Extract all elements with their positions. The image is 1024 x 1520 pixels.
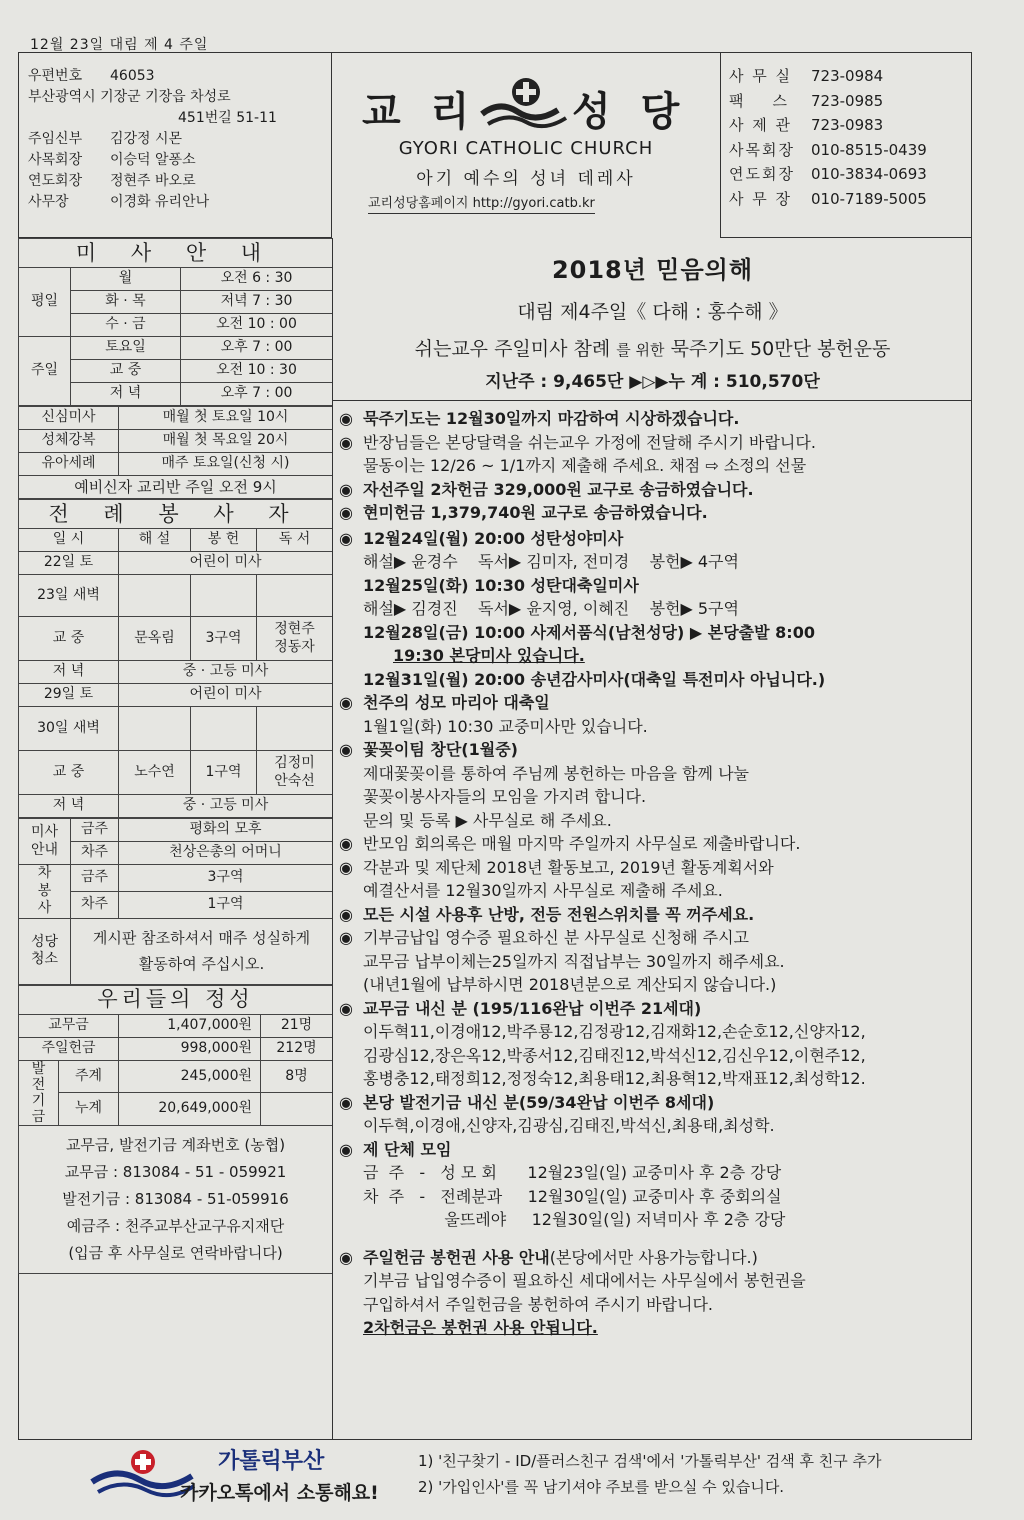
servers-title: 전 례 봉 사 자 — [19, 500, 333, 529]
servers-commentator: 문옥림 — [119, 617, 191, 661]
other-mass-value: 매월 첫 토요일 10시 — [119, 407, 333, 430]
mass-day: 교 중 — [71, 360, 181, 383]
bullet-icon — [339, 574, 363, 598]
other-mass-table — [18, 406, 333, 499]
servers-commentator: 노수연 — [119, 751, 191, 795]
mass-day: 월 — [71, 268, 181, 291]
bullet-icon: ◉ — [339, 432, 353, 452]
announcement-heading: 12월31일(월) 20:00 송년감사미사(대축일 특전미사 아닙니다.) — [363, 669, 826, 689]
announcement-item — [339, 431, 964, 478]
other-mass-value: 매월 첫 목요일 20시 — [119, 430, 333, 453]
announcement-item — [339, 1246, 964, 1340]
servers-header: 해 설 — [119, 529, 191, 552]
servers-note: 중 · 고등 미사 — [119, 661, 333, 684]
announcement-item — [339, 668, 964, 692]
mass-day: 수 · 금 — [71, 314, 181, 337]
other-mass-key: 성체강복 — [19, 430, 119, 453]
announcement-list — [333, 401, 972, 1340]
announcement-item — [339, 1138, 964, 1232]
announcement-line: 이두혁,이경애,신양자,김광심,김태진,박석신,최용태,최성학. — [363, 1116, 775, 1135]
announcement-line: 기부금 납입영수증이 필요하신 세대에서는 사무실에서 봉헌권을 — [363, 1271, 806, 1290]
account-line: 예금주 : 천주교부산교구유지재단 — [66, 1216, 285, 1235]
info-key: 연도회장 — [28, 173, 83, 189]
announcement-text: 각분과 및 제단체 2018년 활동보고, 2019년 활동계획서와 — [363, 857, 774, 877]
bullet-icon: ◉ — [339, 740, 353, 759]
dateline: 12월 23일 대림 제 4 주일 — [30, 37, 209, 53]
info-value: 46053 — [110, 68, 155, 84]
announcement-item — [339, 691, 964, 738]
servers-offering: 3구역 — [191, 617, 257, 661]
contact-label: 사 무 실 — [729, 67, 793, 85]
rosary-drive — [333, 334, 972, 361]
footer-note: 1) '친구찾기 - ID/플러스친구 검색'에서 '가톨릭부산' 검색 후 친구 추가 — [418, 1452, 882, 1470]
announcement-line: 교무금 납부이체는25일까지 직접납부는 30일까지 해주세요. — [363, 951, 785, 971]
contact-number: 723-0983 — [811, 116, 884, 134]
church-name-right: 성 당 — [572, 88, 688, 135]
other-mass-key: 유아세례 — [19, 453, 119, 476]
contact-number: 010-7189-5005 — [811, 189, 927, 208]
bullet-icon: ◉ — [339, 1092, 353, 1112]
announcement-item — [339, 478, 964, 502]
announcement-heading: 묵주기도는 12월30일까지 마감하여 시상하겠습니다. — [363, 409, 740, 428]
announcement-line: 물동이는 12/26 ~ 1/1까지 제출해 주세요. 채점 ⇨ 소정의 선물 — [363, 456, 807, 475]
bullet-icon: ◉ — [339, 503, 353, 522]
servers-note: 어린이 미사 — [119, 552, 333, 575]
account-line: 교무금, 발전기금 계좌번호 (농협) — [65, 1135, 286, 1154]
contact-number: 723-0984 — [811, 67, 884, 85]
announcement-item — [339, 856, 964, 903]
mass-day: 화 · 목 — [71, 291, 181, 314]
offering-amount: 1,407,000원 — [119, 1014, 261, 1037]
servers-header: 일 시 — [19, 529, 119, 552]
footer — [18, 1440, 972, 1510]
servers-header: 독 서 — [257, 529, 333, 552]
church-masthead — [332, 52, 720, 238]
fund-count: 8명 — [261, 1060, 333, 1093]
announcement-item — [339, 501, 964, 525]
announcement-line: 제대꽃꽂이를 통하여 주님께 봉헌하는 마음을 함께 나눌 — [363, 763, 750, 783]
servers-date: 23일 새벽 — [19, 575, 119, 617]
announcement-item — [339, 407, 964, 431]
week-label: 차주 — [71, 842, 119, 865]
week-label: 금주 — [71, 819, 119, 842]
announcement-heading: 교무금 내신 분 (195/116완납 이번주 21세대) — [363, 998, 702, 1018]
announcement-line: 홍병충12,태정희12,정정숙12,최용태12,최용혁12,박재표12,최성학12. — [363, 1069, 866, 1088]
announcement-emphasis: 2차헌금은 봉헌권 사용 안됩니다. — [363, 1318, 598, 1337]
announcement-item — [339, 997, 964, 1091]
fund-key: 주계 — [59, 1060, 119, 1093]
announcement-item — [339, 738, 964, 832]
bullet-icon: ◉ — [339, 857, 353, 877]
liturgical-week: 대림 제4주일《 다해 : 홍수해 》 — [517, 301, 788, 323]
duties-table — [18, 818, 333, 985]
servers-header: 봉 헌 — [191, 529, 257, 552]
fund-count — [261, 1093, 333, 1126]
fund-amount: 245,000원 — [119, 1060, 261, 1093]
announcement-line: 해설▶ 윤경수 독서▶ 김미자, 전미경 봉헌▶ 4구역 — [363, 552, 739, 571]
announcement-heading: 12월25일(화) 10:30 성탄대축일미사 — [363, 575, 639, 595]
info-key: 사무장 — [28, 194, 69, 210]
announcement-line: 문의 및 등록 ▶ 사무실로 해 주세요. — [363, 810, 612, 830]
bullet-icon: ◉ — [339, 409, 353, 428]
other-mass-value: 매주 토요일(신청 시) — [119, 453, 333, 476]
bullet-icon: ◉ — [339, 1139, 353, 1159]
sidebar — [18, 238, 332, 1274]
bullet-icon — [339, 644, 363, 668]
bullet-icon: ◉ — [339, 928, 353, 947]
announcement-line: 이두혁11,이경애12,박주룡12,김정광12,김재화12,손순호12,신양자12, — [363, 1022, 866, 1041]
car-service-value: 1구역 — [119, 891, 333, 918]
footer-note: 2) '가입인사'를 꼭 남기셔야 주보를 받으실 수 있습니다. — [418, 1478, 785, 1496]
main-announcements — [332, 238, 972, 1440]
announcement-line: 금 주 - 성 모 회 12월23일(일) 교중미사 후 2층 강당 — [363, 1163, 782, 1182]
announcement-line: 예결산서를 12월30일까지 사무실로 제출해 주세요. — [363, 881, 723, 900]
mass-time: 오전 6 : 30 — [181, 268, 333, 291]
servers-date: 교 중 — [19, 617, 119, 661]
contact-label: 사 제 관 — [729, 116, 793, 134]
rosary-drive-small: 를 위한 — [616, 341, 665, 359]
announcement-heading: 19:30 본당미사 있습니다. — [393, 646, 585, 665]
servers-date: 30일 새벽 — [19, 707, 119, 751]
rosary-count: 지난주 : 9,465단 ▶▷▶누 계 : 510,570단 — [485, 372, 820, 392]
servers-date: 저 녁 — [19, 661, 119, 684]
bullet-icon: ◉ — [339, 834, 353, 853]
mass-time: 오후 7 : 00 — [181, 337, 333, 360]
announcement-line: 구입하셔서 주일헌금을 봉헌하여 주시기 바랍니다. — [363, 1294, 714, 1314]
bullet-icon: ◉ — [339, 693, 353, 712]
info-value: 이승덕 알퐁소 — [110, 152, 196, 168]
contact-label: 사 무 장 — [729, 189, 793, 208]
announcement-item — [339, 903, 964, 927]
servers-offering: 1구역 — [191, 751, 257, 795]
church-info — [18, 52, 332, 238]
bullet-icon: ◉ — [339, 998, 353, 1018]
cleaning-label: 성당청소 — [19, 918, 71, 984]
mass-time: 오후 7 : 00 — [181, 383, 333, 406]
mass-title: 미 사 안 내 — [19, 239, 333, 268]
mass-time: 저녁 7 : 30 — [181, 291, 333, 314]
cross-wave-icon — [480, 74, 570, 134]
bullet-icon — [339, 621, 363, 645]
mass-guide-label: 미사안내 — [19, 819, 71, 865]
announcement-line: 차 주 - 전례분과 12월30일(일) 교중미사 후 중회의실 — [363, 1186, 782, 1206]
announcement-text: 기부금납입 영수증 필요하신 분 사무실로 신청해 주시고 — [363, 928, 750, 947]
announcement-line: 1월1일(화) 10:30 교중미사만 있습니다. — [363, 716, 648, 736]
church-name-en: GYORI CATHOLIC CHURCH — [398, 138, 654, 159]
info-key: 우편번호 — [28, 68, 83, 84]
main-title: 2018년 믿음의해 — [551, 256, 754, 284]
announcement-heading: 자선주일 2차헌금 329,000원 교구로 송금하였습니다. — [363, 479, 754, 499]
catechumen-class: 예비신자 교리반 주일 오전 9시 — [19, 476, 333, 499]
other-mass-key: 신심미사 — [19, 407, 119, 430]
footer-tagline: 카카오톡에서 소통해요! — [180, 1482, 379, 1504]
info-value: 이경화 유리안나 — [110, 194, 210, 210]
offering-count: 212명 — [261, 1037, 333, 1060]
account-line: 교무금 : 813084 - 51 - 059921 — [64, 1162, 287, 1181]
announcement-line: 해설▶ 김경진 독서▶ 윤지영, 이혜진 봉헌▶ 5구역 — [363, 599, 739, 618]
church-name-left: 교 리 — [362, 88, 478, 135]
announcement-text: 반모임 회의록은 매월 마지막 주일까지 사무실로 제출바랍니다. — [363, 834, 801, 853]
servers-reader: 안숙선 — [274, 772, 315, 789]
church-patron: 아기 예수의 성녀 데레사 — [416, 169, 636, 189]
announcement-heading: 꽃꽂이팀 창단(1월중) — [363, 740, 518, 759]
announcement-item — [339, 1091, 964, 1138]
contact-number: 723-0985 — [811, 91, 884, 110]
church-website[interactable]: 교리성당홈페이지 http://gyori.catb.kr — [368, 192, 595, 214]
account-line: 발전기금 : 813084 - 51-059916 — [62, 1189, 289, 1208]
info-key: 사목회장 — [28, 152, 83, 168]
announcement-heading: 12월28일(금) 10:00 사제서품식(남천성당) ▶ 본당출발 8:00 — [363, 622, 815, 642]
mass-day: 토요일 — [71, 337, 181, 360]
announcement-line: 꽃꽂이봉사자들의 모임을 가지려 합니다. — [363, 787, 647, 806]
bullet-icon — [339, 668, 363, 692]
week-label: 차주 — [71, 891, 119, 918]
sunday-label: 주일 — [19, 337, 71, 406]
account-line: (입금 후 사무실로 연락바랍니다) — [68, 1243, 283, 1262]
mass-schedule-table — [18, 238, 333, 406]
offering-table — [18, 985, 333, 1274]
church-logo — [362, 74, 692, 134]
fund-key: 누계 — [59, 1093, 119, 1126]
announcement-heading: 천주의 성모 마리아 대축일 — [363, 693, 550, 712]
announcement-line: 김광심12,장은옥12,박종서12,김태진12,박석신12,김신우12,이현주12, — [363, 1045, 866, 1065]
announcement-text: 반장님들은 본당달력을 쉬는교우 가정에 전달해 주시기 바랍니다. — [363, 432, 816, 452]
announcement-line: (내년1월에 납부하시면 2018년분으로 계산되지 않습니다.) — [363, 975, 777, 994]
car-service-label: 차봉사 — [19, 865, 71, 919]
car-service-value: 3구역 — [119, 865, 333, 892]
announcement-heading: 본당 발전기금 내신 분(59/34완납 이번주 8세대) — [363, 1092, 715, 1112]
offering-key: 교무금 — [19, 1014, 119, 1037]
bullet-icon: ◉ — [339, 479, 353, 499]
mass-time: 오전 10 : 30 — [181, 360, 333, 383]
announcement-item — [339, 832, 964, 856]
announcement-line: 울뜨레야 12월30일(일) 저녁미사 후 2층 강당 — [363, 1210, 786, 1229]
week-label: 금주 — [71, 865, 119, 892]
servers-reader: 김정미 — [274, 755, 315, 771]
announcement-item — [339, 644, 964, 668]
servers-reader: 정현주 — [274, 621, 315, 637]
bullet-icon: ◉ — [339, 1247, 353, 1267]
offering-amount: 998,000원 — [119, 1037, 261, 1060]
announcement-heading: 12월24일(월) 20:00 성탄성야미사 — [363, 528, 624, 548]
offering-title: 우리들의 정성 — [19, 985, 333, 1014]
address-line2: 451번길 51-11 — [178, 110, 277, 126]
servers-note: 어린이 미사 — [119, 684, 333, 707]
mass-guide-value: 천상은총의 어머니 — [119, 842, 333, 865]
contact-number: 010-3834-0693 — [811, 165, 927, 183]
info-key: 주임신부 — [28, 131, 83, 147]
servers-date: 22일 토 — [19, 552, 119, 575]
fund-label: 발전기금 — [19, 1060, 59, 1125]
announcement-heading: 주일헌금 봉헌권 사용 안내 — [363, 1247, 550, 1267]
mass-guide-value: 평화의 모후 — [119, 819, 333, 842]
bullet-icon: ◉ — [339, 904, 353, 924]
contact-label: 사목회장 — [729, 140, 795, 159]
servers-reader: 정동자 — [274, 638, 315, 655]
contact-label: 연도회장 — [729, 165, 795, 183]
footer-name: 가톨릭부산 — [218, 1449, 325, 1474]
account-info — [19, 1125, 333, 1273]
contact-number: 010-8515-0439 — [811, 140, 927, 159]
contact-list — [720, 52, 972, 238]
offering-key: 주일헌금 — [19, 1037, 119, 1060]
address-line: 부산광역시 기장군 기장읍 차성로 — [28, 89, 231, 105]
rosary-drive-a: 쉬는교우 주일미사 참례 — [414, 338, 611, 360]
announcement-heading: 제 단체 모임 — [363, 1139, 452, 1159]
announcement-item — [339, 621, 964, 645]
announcement-item — [339, 574, 964, 621]
announcement-heading: 현미헌금 1,379,740원 교구로 송금하였습니다. — [363, 503, 708, 522]
mass-time: 오전 10 : 00 — [181, 314, 333, 337]
servers-date: 교 중 — [19, 751, 119, 795]
footer-notes — [418, 1448, 882, 1500]
mass-day: 저 녁 — [71, 383, 181, 406]
announcement-item — [339, 926, 964, 997]
cleaning-note: 게시판 참조하셔서 매주 성실하게 활동하여 주십시오. — [71, 918, 333, 984]
servers-date: 29일 토 — [19, 684, 119, 707]
announcement-item — [339, 527, 964, 574]
rosary-drive-b: 묵주기도 50만단 봉헌운동 — [670, 338, 891, 360]
weekday-label: 평일 — [19, 268, 71, 337]
liturgy-servers-table — [18, 499, 333, 818]
info-value: 정현주 바오로 — [110, 173, 196, 189]
info-value: 김강정 시몬 — [110, 131, 183, 147]
announcement-heading: 모든 시설 사용후 난방, 전등 전원스위치를 꼭 꺼주세요. — [363, 904, 755, 924]
contact-label: 팩 스 — [729, 91, 790, 110]
servers-note: 중 · 고등 미사 — [119, 795, 333, 818]
announcement-note: (본당에서만 사용가능합니다.) — [549, 1247, 758, 1267]
offering-count: 21명 — [261, 1014, 333, 1037]
bullet-icon: ◉ — [339, 528, 353, 548]
fund-amount: 20,649,000원 — [119, 1093, 261, 1126]
servers-date: 저 녁 — [19, 795, 119, 818]
